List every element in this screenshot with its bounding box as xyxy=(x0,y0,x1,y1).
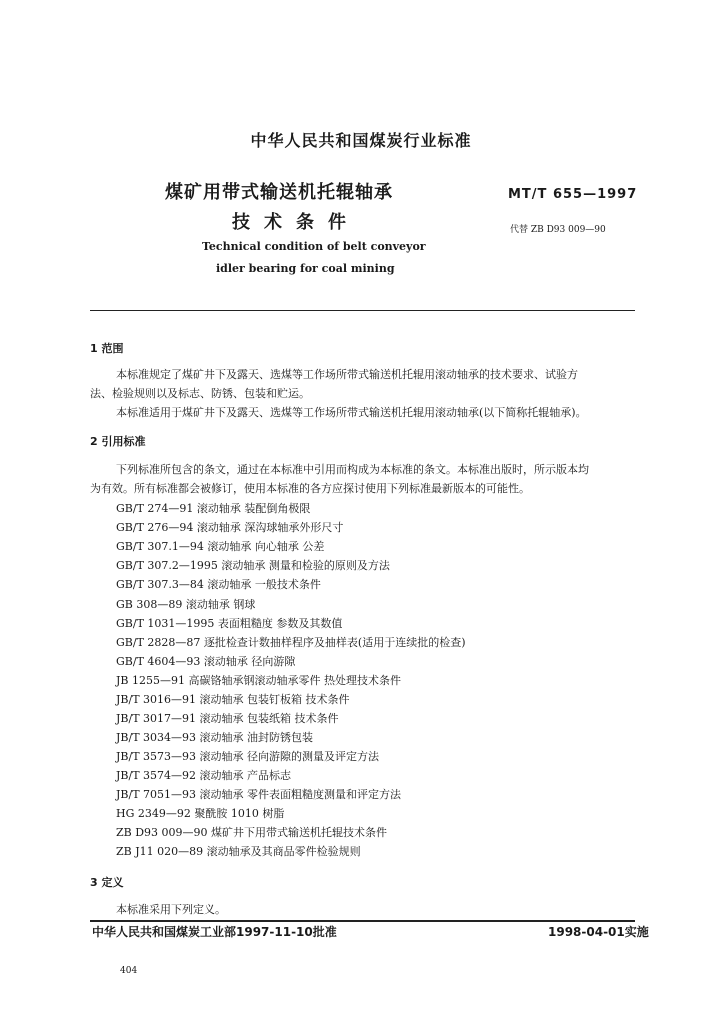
header-divider xyxy=(90,310,635,311)
reference-item: GB/T 307.2—1995 滚动轴承 测量和检验的原则及方法 xyxy=(116,559,390,572)
replaced-standard-code: 代替 ZB D93 009—90 xyxy=(510,225,606,235)
document-title-cn-line2: 技术条件 xyxy=(232,212,360,233)
reference-item: HG 2349—92 聚酰胺 1010 树脂 xyxy=(116,807,285,820)
section-2-para-line1: 下列标准所包含的条文，通过在本标准中引用而构成为本标准的条文。本标准出版时，所示版本均 xyxy=(116,463,589,476)
document-title-en-line2: idler bearing for coal mining xyxy=(216,262,395,275)
document-title-cn-line1: 煤矿用带式输送机托辊轴承 xyxy=(165,182,393,203)
section-2-para-line2: 为有效。所有标准都会被修订，使用本标准的各方应探讨使用下列标准最新版本的可能性。 xyxy=(90,482,530,495)
reference-item: JB/T 3017—91 滚动轴承 包装纸箱 技术条件 xyxy=(116,712,339,725)
issuing-authority: 中华人民共和国煤炭工业部1997-11-10批准 xyxy=(92,925,337,939)
reference-item: GB/T 307.3—84 滚动轴承 一般技术条件 xyxy=(116,578,321,591)
reference-item: ZB J11 020—89 滚动轴承及其商品零件检验规则 xyxy=(116,845,361,858)
section-1-heading: 1 范围 xyxy=(90,342,124,355)
document-title-en-line1: Technical condition of belt conveyor xyxy=(202,240,426,253)
effective-date: 1998-04-01实施 xyxy=(548,925,649,939)
section-3-heading: 3 定义 xyxy=(90,876,124,889)
section-2-heading: 2 引用标准 xyxy=(90,435,146,448)
reference-item: ZB D93 009—90 煤矿井下用带式输送机托辊技术条件 xyxy=(116,826,388,839)
reference-item: GB/T 307.1—94 滚动轴承 向心轴承 公差 xyxy=(116,540,325,553)
page-number: 404 xyxy=(120,966,138,976)
footer-divider xyxy=(90,920,635,922)
section-1-para2: 本标准适用于煤矿井下及露天、选煤等工作场所带式输送机托辊用滚动轴承(以下简称托辊轴承)。 xyxy=(116,406,587,419)
reference-item: JB 1255—91 高碳铬轴承钢滚动轴承零件 热处理技术条件 xyxy=(116,674,401,687)
reference-item: JB/T 3034—93 滚动轴承 油封防锈包装 xyxy=(116,731,314,744)
reference-item: GB/T 276—94 滚动轴承 深沟球轴承外形尺寸 xyxy=(116,521,344,534)
reference-item: GB/T 274—91 滚动轴承 装配倒角极限 xyxy=(116,502,311,515)
section-1-para1-line1: 本标准规定了煤矿井下及露天、选煤等工作场所带式输送机托辊用滚动轴承的技术要求、试验方 xyxy=(116,368,578,381)
reference-item: GB 308—89 滚动轴承 钢球 xyxy=(116,598,256,611)
reference-item: GB/T 1031—1995 表面粗糙度 参数及其数值 xyxy=(116,617,343,630)
reference-item: JB/T 7051—93 滚动轴承 零件表面粗糙度测量和评定方法 xyxy=(116,788,402,801)
reference-item: GB/T 2828—87 逐批检查计数抽样程序及抽样表(适用于连续批的检查) xyxy=(116,636,466,649)
reference-item: JB/T 3574—92 滚动轴承 产品标志 xyxy=(116,769,292,782)
standard-code: MT/T 655—1997 xyxy=(508,187,638,202)
reference-item: JB/T 3573—93 滚动轴承 径向游隙的测量及评定方法 xyxy=(116,750,380,763)
standard-category-title: 中华人民共和国煤炭行业标准 xyxy=(250,131,472,150)
reference-item: JB/T 3016—91 滚动轴承 包装钉板箱 技术条件 xyxy=(116,693,350,706)
section-1-para1-line2: 法、检验规则以及标志、防锈、包装和贮运。 xyxy=(90,387,310,400)
reference-item: GB/T 4604—93 滚动轴承 径向游隙 xyxy=(116,655,296,668)
section-3-para: 本标准采用下列定义。 xyxy=(116,903,226,916)
